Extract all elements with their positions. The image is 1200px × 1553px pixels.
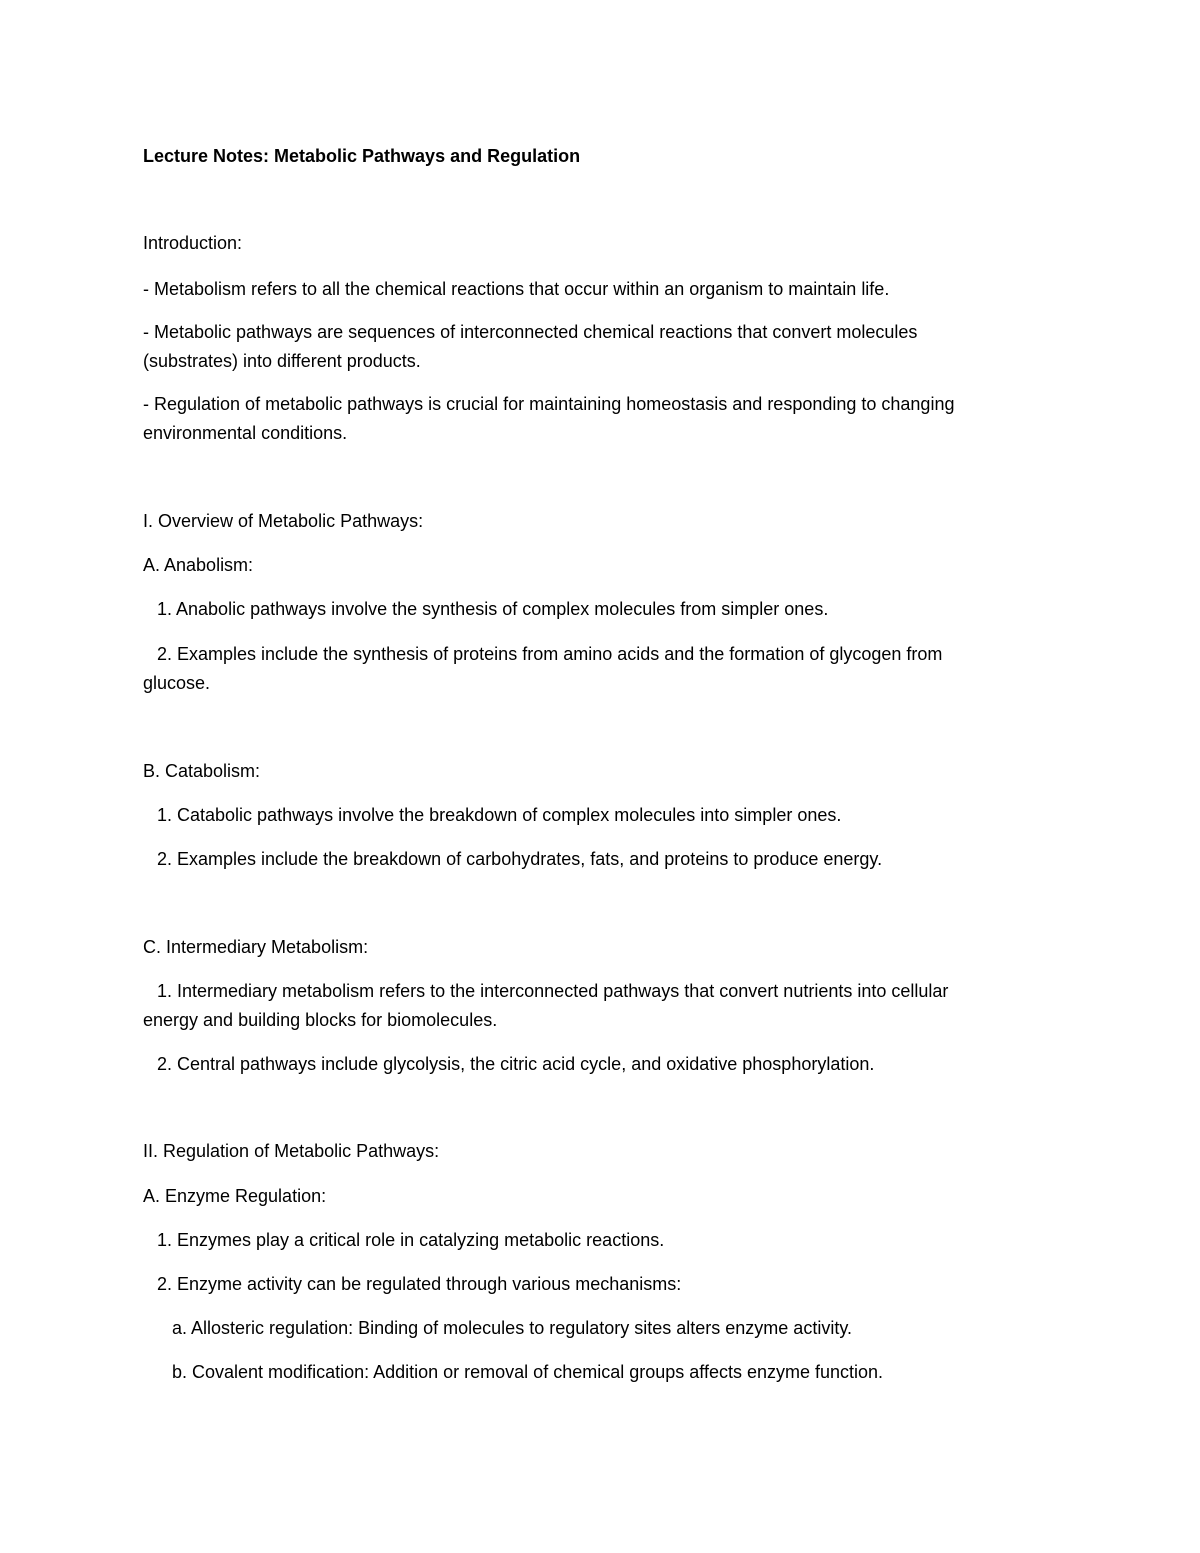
intro-bullet-2-cont: (substrates) into different products. xyxy=(143,351,421,371)
intermediary-item-1-cont: energy and building blocks for biomolecules. xyxy=(143,1010,498,1030)
anabolism-item-2: 2. Examples include the synthesis of proteins from amino acids and the formation of glycogen from xyxy=(157,644,943,664)
anabolism-item-2-cont: glucose. xyxy=(143,673,211,693)
anabolism-item-1: 1. Anabolic pathways involve the synthesis of complex molecules from simpler ones. xyxy=(157,599,829,619)
enzyme-sub-item-a: a. Allosteric regulation: Binding of molecules to regulatory sites alters enzyme activity. xyxy=(172,1318,852,1338)
anabolism-heading: A. Anabolism: xyxy=(143,555,254,575)
enzyme-item-2: 2. Enzyme activity can be regulated through various mechanisms: xyxy=(157,1274,682,1294)
intro-bullet-3: - Regulation of metabolic pathways is crucial for maintaining homeostasis and responding to changing xyxy=(143,394,955,414)
section-2-heading: II. Regulation of Metabolic Pathways: xyxy=(143,1141,440,1161)
intermediary-item-1: 1. Intermediary metabolism refers to the interconnected pathways that convert nutrients into cellular xyxy=(157,981,949,1001)
catabolism-heading: B. Catabolism: xyxy=(143,761,261,781)
enzyme-sub-item-b: b. Covalent modification: Addition or removal of chemical groups affects enzyme function. xyxy=(172,1362,884,1382)
catabolism-item-1: 1. Catabolic pathways involve the breakdown of complex molecules into simpler ones. xyxy=(157,805,842,825)
enzyme-item-1: 1. Enzymes play a critical role in catalyzing metabolic reactions. xyxy=(157,1230,665,1250)
enzyme-regulation-heading: A. Enzyme Regulation: xyxy=(143,1186,327,1206)
section-1-heading: I. Overview of Metabolic Pathways: xyxy=(143,511,424,531)
intermediary-heading: C. Intermediary Metabolism: xyxy=(143,937,369,957)
intro-bullet-3-cont: environmental conditions. xyxy=(143,423,348,443)
intro-bullet-1: - Metabolism refers to all the chemical reactions that occur within an organism to maintain life. xyxy=(143,279,890,299)
catabolism-item-2: 2. Examples include the breakdown of carbohydrates, fats, and proteins to produce energy. xyxy=(157,849,883,869)
intermediary-item-2: 2. Central pathways include glycolysis, the citric acid cycle, and oxidative phosphorylation. xyxy=(157,1054,875,1074)
intro-bullet-2: - Metabolic pathways are sequences of interconnected chemical reactions that convert molecules xyxy=(143,322,918,342)
introduction-heading: Introduction: xyxy=(143,233,243,253)
document-title: Lecture Notes: Metabolic Pathways and Regulation xyxy=(143,146,581,166)
